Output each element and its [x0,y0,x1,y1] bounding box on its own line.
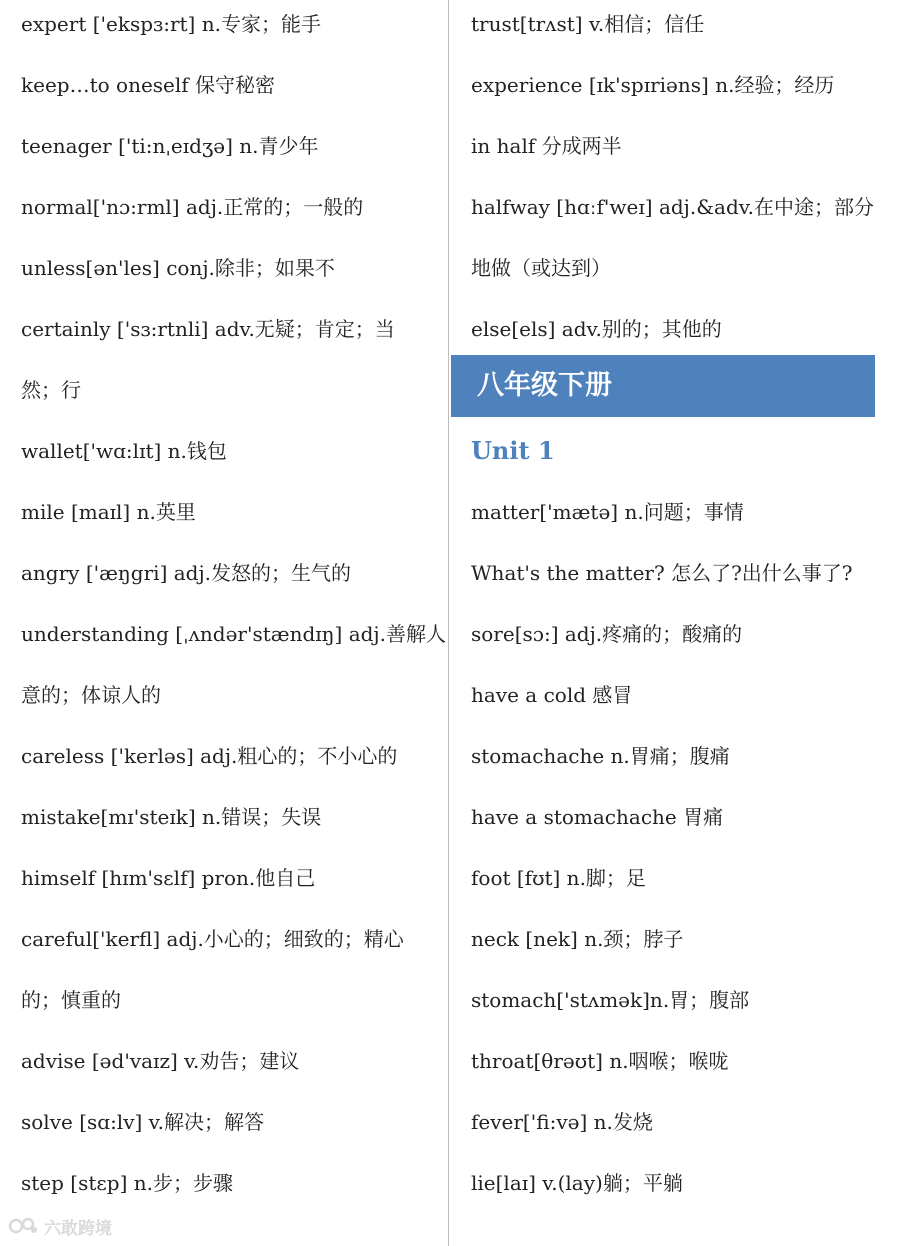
vocab-line: careless ['kerləs] adj.粗心的；不小心的 [21,744,398,768]
vocab-line: matter['mætə] n.问题；事情 [471,500,744,524]
vocab-line: What's the matter? 怎么了?出什么事了? [471,561,853,585]
section-header: 八年级下册 [451,355,875,417]
watermark-logo-icon [8,1215,38,1237]
vocab-line: 然；行 [21,378,81,402]
vocab-line: 的；慎重的 [21,988,121,1012]
vocab-line: stomachache n.胃痛；腹痛 [471,744,730,768]
vocab-line: angry ['æŋgri] adj.发怒的；生气的 [21,561,352,585]
vocab-line: have a stomachache 胃痛 [471,805,724,829]
vocab-line: mile [maɪl] n.英里 [21,500,196,524]
vocab-line: wallet['wɑ:lɪt] n.钱包 [21,439,227,463]
vocab-line: himself [hɪm'sɛlf] pron.他自己 [21,866,316,890]
vocab-line: unless[ən'les] conj.除非；如果不 [21,256,335,280]
vocab-line: halfway [hɑːf'weɪ] adj.&adv.在中途；部分 [471,195,875,219]
vocab-line: sore[sɔ:] adj.疼痛的；酸痛的 [471,622,743,646]
vocab-line: expert ['ekspɜ:rt] n.专家；能手 [21,12,321,36]
vocab-line: step [stɛp] n.步；步骤 [21,1171,233,1195]
watermark-text: 六敢跨境 [44,1218,112,1239]
watermark [8,1212,112,1240]
vocab-line: in half 分成两半 [471,134,622,158]
vocab-line: neck [nek] n.颈；脖子 [471,927,684,951]
vocab-line: stomach['stʌmək]n.胃；腹部 [471,988,750,1012]
vocab-line: have a cold 感冒 [471,683,633,707]
column-divider [448,0,449,1246]
vocab-line: keep…to oneself 保守秘密 [21,73,276,97]
vocab-line: trust[trʌst] v.相信；信任 [471,12,705,36]
vocab-line: teenager ['ti:nˌeɪdʒə] n.青少年 [21,134,319,158]
unit-title: Unit 1 [471,436,555,465]
vocab-line: mistake[mɪ'steɪk] n.错误；失误 [21,805,322,829]
vocab-line: 地做（或达到） [471,256,611,280]
left-vocab-column [21,0,446,1220]
vocab-line: throat[θrəʊt] n.咽喉；喉咙 [471,1049,729,1073]
vocab-line: fever['fi:və] n.发烧 [471,1110,653,1134]
vocab-line: 意的；体谅人的 [21,683,161,707]
vocab-line: experience [ɪk'spɪriəns] n.经验；经历 [471,73,835,97]
vocab-line: understanding [ˌʌndər'stændɪŋ] adj.善解人 [21,622,446,646]
vocab-line: normal['nɔ:rml] adj.正常的；一般的 [21,195,364,219]
vocab-line: certainly ['sɜ:rtnli] adv.无疑；肯定；当 [21,317,395,341]
vocab-line: careful['kerfl] adj.小心的；细致的；精心 [21,927,404,951]
vocab-line: else[els] adv.别的；其他的 [471,317,722,341]
vocab-line: foot [fʊt] n.脚；足 [471,866,646,890]
right-vocab-column [471,0,891,1220]
vocab-line: advise [əd'vaɪz] v.劝告；建议 [21,1049,300,1073]
vocab-line: lie[laɪ] v.(lay)躺；平躺 [471,1171,683,1195]
vocab-line: solve [sɑ:lv] v.解决；解答 [21,1110,264,1134]
